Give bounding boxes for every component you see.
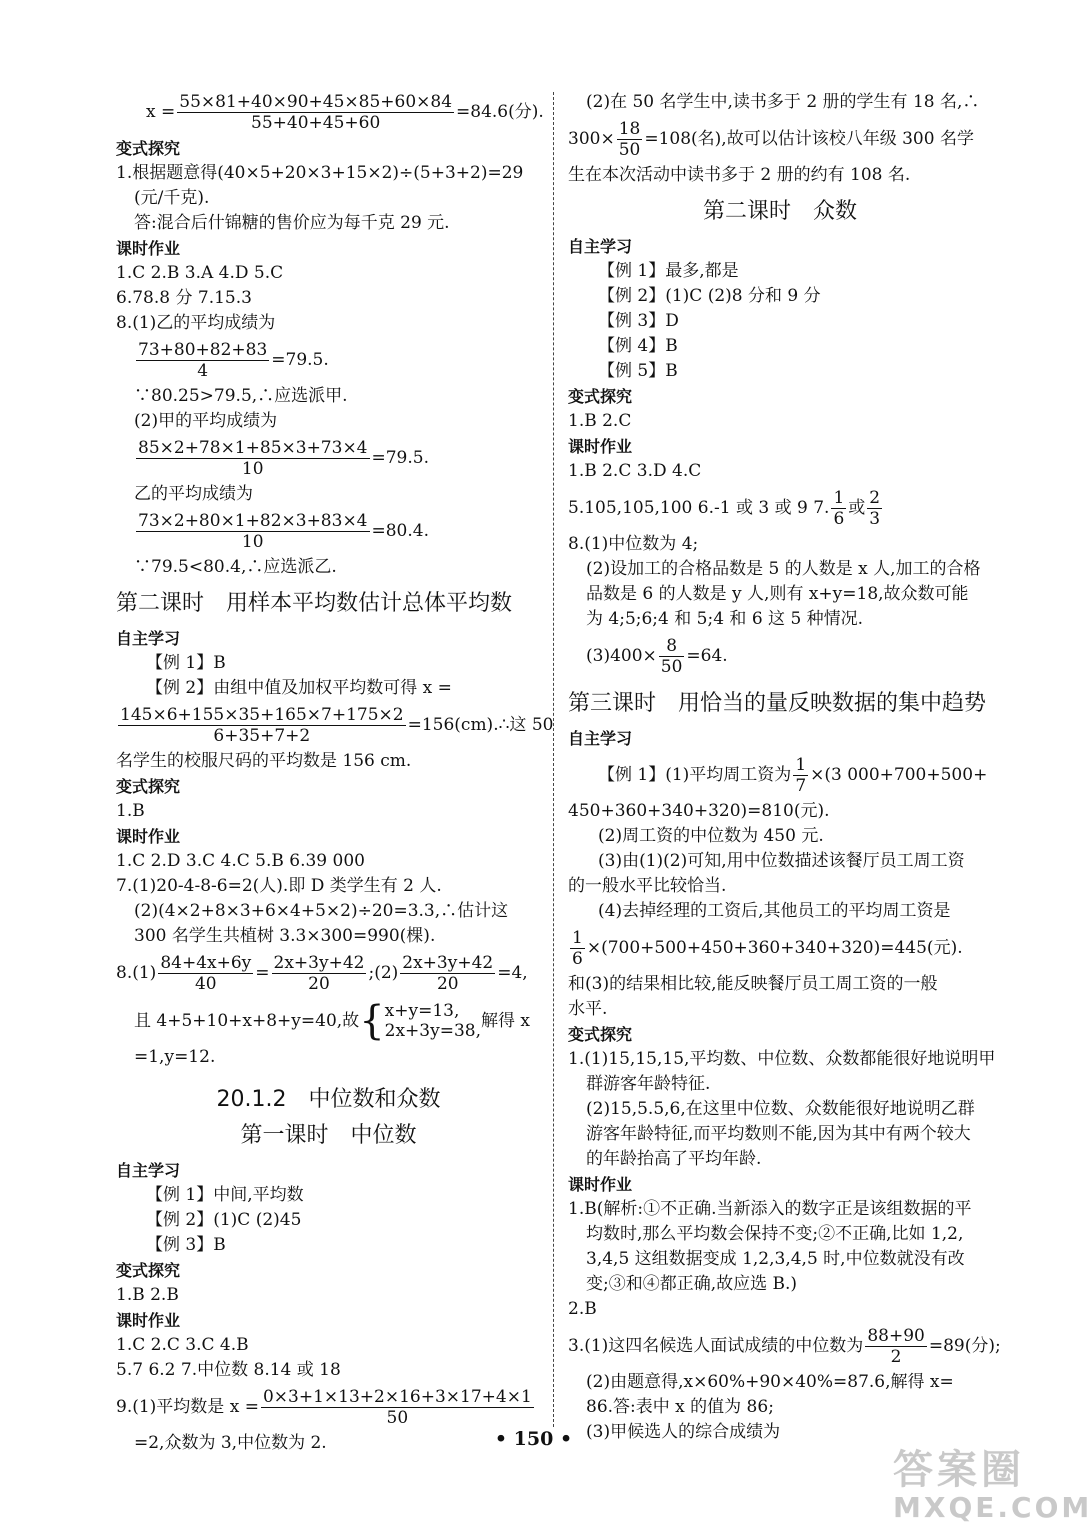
denominator: 6 xyxy=(833,508,845,529)
numerator: 73+80+82+83 xyxy=(138,339,268,360)
numerator: 2x+3y+42 xyxy=(273,952,365,973)
answer-line: 游客年龄特征,而平均数则不能,因为其中有两个较大 xyxy=(586,1124,971,1144)
section-heading: 自主学习 xyxy=(116,1161,181,1180)
answer-line: 5.7 6.2 7.中位数 8.14 或 18 xyxy=(116,1360,341,1380)
section-heading: 变式探究 xyxy=(116,1261,181,1280)
section-heading: 课时作业 xyxy=(568,1175,633,1194)
answer-line: (3)由(1)(2)可知,用中位数描述该餐厅员工周工资 xyxy=(598,851,965,871)
formula-line xyxy=(568,924,992,972)
denominator: 4 xyxy=(197,360,209,381)
answer-line: 1.B 2.C xyxy=(568,411,632,431)
answer-line: 1.B(解析:①不正确.当新添入的数字正是该组数据的平 xyxy=(568,1199,972,1219)
answer-line: (3)甲候选人的综合成绩为 xyxy=(586,1422,781,1442)
denominator: 10 xyxy=(241,531,264,552)
fraction xyxy=(118,705,406,746)
formula-text: =89(分); xyxy=(928,1335,1001,1356)
formula-line xyxy=(568,115,992,163)
example-answer: 【例 2】由组中值及加权平均数可得 x = xyxy=(146,678,452,698)
denominator: 6+35+7+2 xyxy=(213,725,311,746)
answer-line: 300 名学生共植树 3.3×300=990(棵). xyxy=(134,926,436,946)
example-answer: 【例 5】B xyxy=(598,361,678,381)
answer-line: 品数是 6 的人数是 y 人,则有 x+y=18,故众数可能 xyxy=(586,584,969,604)
answer-line: 变;③和④都正确,故应选 B.) xyxy=(586,1274,798,1294)
lesson-title: 第二课时 用样本平均数估计总体平均数 xyxy=(116,591,513,616)
formula-rhs: =156(cm).∴这 50 xyxy=(407,714,554,735)
answer-line: 1.C 2.C 3.C 4.B xyxy=(116,1335,249,1355)
answer-line: (2)15,5.5,6,在这里中位数、众数能很好地说明乙群 xyxy=(586,1099,975,1119)
numerator: 2 xyxy=(869,487,881,508)
answer-line: 6.78.8 分 7.15.3 xyxy=(116,288,252,308)
section-title: 20.1.2 中位数和众数 xyxy=(216,1087,441,1112)
column-divider xyxy=(553,92,554,1427)
answer-line: 1.B xyxy=(116,801,145,821)
answer-line: 水平. xyxy=(568,999,608,1019)
formula-text: ;(2) xyxy=(368,962,399,983)
formula-line xyxy=(116,1383,541,1431)
denominator: 3 xyxy=(869,508,881,529)
denominator: 20 xyxy=(308,973,330,994)
answer-line: 7.(1)20-4-8-6=2(人).即 D 类学生有 2 人. xyxy=(116,876,442,896)
formula-rhs: =80.4. xyxy=(371,520,429,541)
example-answer: 【例 3】D xyxy=(598,311,679,331)
numerator: 55×81+40×90+45×85+60×84 xyxy=(179,91,453,112)
section-heading: 变式探究 xyxy=(116,139,181,158)
answer-line: 86.答:表中 x 的值为 86; xyxy=(586,1397,774,1417)
formula-text: =4, xyxy=(497,962,528,983)
numerator: 2x+3y+42 xyxy=(402,952,494,973)
right-column xyxy=(568,88,1001,1445)
formula-line xyxy=(116,336,541,384)
answer-line: 答:混合后什锦糖的售价应为每千克 29 元. xyxy=(134,213,450,233)
answer-line: 的一般水平比较恰当. xyxy=(568,876,727,896)
answer-line: 为 4;5;6;4 和 5;4 和 6 这 5 种情况. xyxy=(586,609,864,629)
answer-line: 乙的平均成绩为 xyxy=(134,484,253,504)
numerator: 1 xyxy=(795,754,807,775)
example-answer: 【例 1】最多,都是 xyxy=(598,261,739,281)
numerator: 18 xyxy=(618,118,641,139)
section-heading: 自主学习 xyxy=(568,729,633,748)
lesson-title: 第二课时 众数 xyxy=(702,199,857,224)
formula-text: 或 xyxy=(848,497,866,518)
equation-row: 2x+3y=38, xyxy=(384,1021,481,1041)
lesson-title: 第一课时 中位数 xyxy=(240,1123,417,1148)
formula-line xyxy=(568,1322,1001,1370)
answer-line: 和(3)的结果相比较,能反映餐厅员工周工资的一般 xyxy=(568,974,938,994)
numerator: 84+4x+6y xyxy=(160,952,252,973)
answer-line: 1.C 2.D 3.C 4.C 5.B 6.39 000 xyxy=(116,851,365,871)
answer-line: 1.根据题意得(40×5+20×3+15×2)÷(5+3+2)=29 xyxy=(116,163,524,183)
denominator: 2 xyxy=(890,1346,902,1367)
formula-text: 解得 x xyxy=(481,1010,530,1031)
fraction xyxy=(867,488,882,529)
answer-line: 2.B xyxy=(568,1299,597,1319)
answer-line: (元/千克). xyxy=(134,188,210,208)
answer-line: 450+360+340+320)=810(元). xyxy=(568,801,830,821)
equation-row: x+y=13, xyxy=(384,1001,460,1021)
formula-line xyxy=(568,751,992,799)
formula-text: 8.(1) xyxy=(116,962,157,983)
example-answer: 【例 1】B xyxy=(146,653,226,673)
section-heading: 变式探究 xyxy=(116,777,181,796)
denominator: 20 xyxy=(436,973,459,994)
answer-line: 3,4,5 这组数据变成 1,2,3,4,5 时,中位数就没有改 xyxy=(586,1249,965,1269)
formula-text: =64. xyxy=(686,645,728,666)
answer-line: 名学生的校服尺码的平均数是 156 cm. xyxy=(116,751,412,771)
fraction xyxy=(136,511,370,552)
numerator: 0×3+1×13+2×16+3×17+4×1 xyxy=(262,1386,532,1407)
denominator: 50 xyxy=(618,139,641,160)
equation-system xyxy=(359,998,481,1044)
fraction xyxy=(400,953,495,994)
answer-line: 群游客年龄特征. xyxy=(586,1074,711,1094)
fraction xyxy=(793,755,808,796)
watermark-text: 答案圈 xyxy=(893,1447,1025,1493)
numerator: 1 xyxy=(572,927,583,948)
formula-text: = xyxy=(255,962,270,983)
formula-line xyxy=(116,507,541,555)
left-brace: { xyxy=(359,998,385,1044)
answer-line: 生在本次活动中读书多于 2 册的约有 108 名. xyxy=(568,165,911,185)
denominator: 7 xyxy=(795,775,807,796)
answer-line: (4)去掉经理的工资后,其他员工的平均周工资是 xyxy=(598,901,951,921)
example-answer: 【例 3】B xyxy=(146,1235,226,1255)
equation-system-line xyxy=(116,997,541,1045)
formula-rhs: =84.6(分). xyxy=(456,101,544,122)
numerator: 8 xyxy=(659,636,685,657)
answer-line: =2,众数为 3,中位数为 2. xyxy=(134,1433,327,1453)
left-column xyxy=(116,88,554,1456)
answer-line: (2)在 50 名学生中,读书多于 2 册的学生有 18 名,∴ xyxy=(586,92,980,112)
formula-rhs: =79.5. xyxy=(271,349,329,370)
formula-rhs: =79.5. xyxy=(371,447,429,468)
section-heading: 课时作业 xyxy=(116,239,181,258)
example-answer: 【例 1】中间,平均数 xyxy=(146,1185,304,1205)
denominator: 40 xyxy=(194,973,217,994)
formula-lhs: x = xyxy=(146,101,176,122)
fraction xyxy=(617,119,643,160)
answer-line: 1.B 2.B xyxy=(116,1285,179,1305)
fraction xyxy=(136,340,269,381)
formula-text: 300× xyxy=(568,128,615,149)
formula-text: 【例 1】(1)平均周工资为 xyxy=(598,764,792,785)
numerator: 145×6+155×35+165×7+175×2 xyxy=(120,704,404,725)
numerator: 88+90 xyxy=(867,1325,925,1346)
fraction xyxy=(865,1326,927,1367)
example-answer: 【例 2】(1)C (2)8 分和 9 分 xyxy=(598,286,821,306)
section-heading: 自主学习 xyxy=(116,629,181,648)
formula-line xyxy=(116,949,541,997)
fraction xyxy=(272,953,367,994)
page-number: • 150 • xyxy=(494,1428,573,1450)
formula-line xyxy=(568,632,992,680)
watermark-logo xyxy=(893,1447,1092,1528)
formula-text: ×(3 000+700+500+ xyxy=(810,764,988,785)
answer-line: ∵80.25>79.5,∴应选派甲. xyxy=(134,386,348,406)
denominator: 50 xyxy=(386,1407,409,1428)
formula-line xyxy=(116,701,554,749)
answer-line: (2)由题意得,x×60%+90×40%=87.6,解得 x= xyxy=(586,1372,954,1392)
section-heading: 自主学习 xyxy=(568,237,633,256)
formula-text: 且 4+5+10+x+8+y=40,故 xyxy=(134,1010,360,1031)
example-answer: 【例 4】B xyxy=(598,336,678,356)
example-answer: 【例 2】(1)C (2)45 xyxy=(146,1210,302,1230)
section-heading: 变式探究 xyxy=(568,387,633,406)
answer-line: (2)设加工的合格品数是 5 的人数是 x 人,加工的合格 xyxy=(586,559,981,579)
fraction xyxy=(261,1387,534,1428)
answer-line: 1.B 2.C 3.D 4.C xyxy=(568,461,702,481)
answer-line: 8.(1)乙的平均成绩为 xyxy=(116,313,276,333)
formula-line xyxy=(116,434,541,482)
numerator: 85×2+78×1+85×3+73×4 xyxy=(138,437,368,458)
fraction xyxy=(136,438,370,479)
denominator: 55+40+45+60 xyxy=(251,112,381,133)
answer-line: 8.(1)中位数为 4; xyxy=(568,534,699,554)
formula-line xyxy=(568,484,992,532)
formula-text: ×(700+500+450+360+340+320)=445(元). xyxy=(586,937,963,958)
fraction xyxy=(177,92,454,133)
fraction xyxy=(831,488,846,529)
fraction xyxy=(158,953,253,994)
fraction xyxy=(659,636,685,677)
answer-line: 均数时,那么平均数会保持不变;②不正确,比如 1,2, xyxy=(586,1224,964,1244)
answer-line: =1,y=12. xyxy=(134,1047,216,1067)
section-heading: 课时作业 xyxy=(116,827,181,846)
answer-line: (2)(4×2+8×3+6×4+5×2)÷20=3.3,∴估计这 xyxy=(134,901,509,921)
mean-formula xyxy=(116,88,544,136)
watermark-url: MXQE.COM xyxy=(893,1491,1092,1524)
answer-line: 的年龄抬高了平均年龄. xyxy=(586,1149,762,1169)
numerator: 73×2+80×1+82×3+83×4 xyxy=(138,510,368,531)
formula-text: =108(名),故可以估计该校八年级 300 名学 xyxy=(644,128,974,149)
formula-text: 3.(1)这四名候选人面试成绩的中位数为 xyxy=(568,1335,864,1356)
answer-line: (2)甲的平均成绩为 xyxy=(134,411,278,431)
denominator: 6 xyxy=(572,948,583,969)
numerator: 1 xyxy=(833,487,845,508)
lesson-title: 第三课时 用恰当的量反映数据的集中趋势 xyxy=(568,691,987,716)
answer-line: 1.(1)15,15,15,平均数、中位数、众数都能很好地说明甲 xyxy=(568,1049,996,1069)
formula-text: 9.(1)平均数是 x = xyxy=(116,1396,259,1417)
section-heading: 变式探究 xyxy=(568,1025,633,1044)
denominator: 50 xyxy=(660,656,683,677)
fraction xyxy=(570,928,585,969)
answer-line: (2)周工资的中位数为 450 元. xyxy=(598,826,824,846)
formula-text: 5.105,105,100 6.-1 或 3 或 9 7. xyxy=(568,497,830,518)
answer-line: ∵79.5<80.4,∴应选派乙. xyxy=(134,557,337,577)
formula-text: (3)400× xyxy=(586,645,657,666)
section-heading: 课时作业 xyxy=(116,1311,181,1330)
section-heading: 课时作业 xyxy=(568,437,633,456)
denominator: 10 xyxy=(241,458,264,479)
answer-line: 1.C 2.B 3.A 4.D 5.C xyxy=(116,263,284,283)
